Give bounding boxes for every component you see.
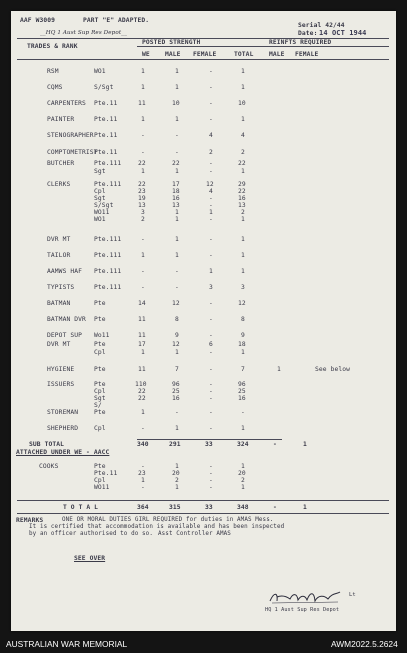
row-we: 17 xyxy=(138,341,146,348)
footer-institution: AUSTRALIAN WAR MEMORIAL xyxy=(6,639,128,649)
row-male: 22 xyxy=(172,160,180,167)
row-we: 3 xyxy=(141,209,145,216)
row-rank: Cpl xyxy=(94,349,106,356)
row-rank: Pte.11 xyxy=(94,149,118,156)
row-male: 96 xyxy=(172,381,180,388)
total-total: 348 xyxy=(237,504,249,511)
subtotal-reinfts-female: 1 xyxy=(303,441,307,448)
row-total: 1 xyxy=(241,349,245,356)
row-female: 3 xyxy=(209,284,213,291)
subtotal-total: 324 xyxy=(237,441,249,448)
row-total: 1 xyxy=(241,268,245,275)
row-female: - xyxy=(209,84,213,91)
column-header-reinfts-male: MALE xyxy=(269,51,285,58)
row-we: 19 xyxy=(138,195,146,202)
row-male: - xyxy=(175,132,179,139)
signature-suffix: Lt xyxy=(349,592,356,598)
row-we: 13 xyxy=(138,202,146,209)
subtotal-top-rule xyxy=(137,439,282,440)
row-rank: WO1 xyxy=(94,216,106,223)
row-male: 12 xyxy=(172,300,180,307)
row-rank: Pte.111 xyxy=(94,268,122,275)
column-group-reinfts: REINFTS REQUIRED xyxy=(269,39,332,46)
row-female: 1 xyxy=(209,268,213,275)
row-we: 1 xyxy=(141,252,145,259)
header-mid-rule xyxy=(137,46,389,47)
row-total: 1 xyxy=(241,68,245,75)
row-we: - xyxy=(141,268,145,275)
row-male: - xyxy=(175,409,179,416)
cook-we: 1 xyxy=(141,477,145,484)
row-female: 12 xyxy=(206,181,214,188)
row-we: 22 xyxy=(138,181,146,188)
row-male: 1 xyxy=(175,252,179,259)
subtotal-female: 33 xyxy=(205,441,213,448)
row-total: 1 xyxy=(241,236,245,243)
cook-we: - xyxy=(141,484,145,491)
column-group-posted: POSTED STRENGTH xyxy=(142,39,201,46)
row-we: - xyxy=(141,425,145,432)
unit-name: __HQ 1 Aust Sup Res Depot__ xyxy=(40,30,127,36)
row-female: - xyxy=(209,381,213,388)
row-male: 9 xyxy=(175,332,179,339)
row-female: - xyxy=(209,349,213,356)
row-female: - xyxy=(209,252,213,259)
row-male: 17 xyxy=(172,181,180,188)
row-we: 110 xyxy=(135,381,147,388)
column-header-male: MALE xyxy=(165,51,181,58)
row-rank: WO11 xyxy=(94,209,110,216)
row-rank: Pte xyxy=(94,316,106,323)
remarks-line-2: It is certified that accommodation is available and has been inspected xyxy=(29,524,285,530)
row-trade: BATMAN DVR xyxy=(47,316,86,323)
row-rank: Pte.111 xyxy=(94,252,122,259)
cook-male: 1 xyxy=(175,463,179,470)
row-we: 11 xyxy=(138,100,146,107)
row-male: 1 xyxy=(175,116,179,123)
row-rank: Pte.111 xyxy=(94,160,122,167)
row-male: - xyxy=(175,268,179,275)
row-rank: Pte xyxy=(94,366,106,373)
row-male: 12 xyxy=(172,341,180,348)
cook-rank: Pte xyxy=(94,463,106,470)
remarks-line-1: ONE OR MORAL DUTIES GIRL REQUIRED for duties in AMAS Mess. xyxy=(62,517,274,523)
remarks-label: REMARKS xyxy=(16,517,44,524)
serial-number: Serial 42/44 xyxy=(298,22,345,29)
row-total: 96 xyxy=(238,381,246,388)
row-total: 18 xyxy=(238,341,246,348)
row-total: 1 xyxy=(241,216,245,223)
row-male: 1 xyxy=(175,216,179,223)
row-male: 1 xyxy=(175,425,179,432)
row-female: 4 xyxy=(209,188,213,195)
row-male: 1 xyxy=(175,209,179,216)
row-total: 2 xyxy=(241,149,245,156)
form-part: PART "E" ADAPTED. xyxy=(83,17,150,24)
row-female: 4 xyxy=(209,132,213,139)
row-rank: Pte xyxy=(94,409,106,416)
row-trade: CQMS xyxy=(47,84,63,91)
cook-total: 1 xyxy=(241,484,245,491)
row-male: - xyxy=(175,284,179,291)
row-female: - xyxy=(209,168,213,175)
total-male: 315 xyxy=(169,504,181,511)
total-bottom-rule xyxy=(17,513,389,514)
row-male: 16 xyxy=(172,195,180,202)
row-rank: Pte.11 xyxy=(94,116,118,123)
row-rank: Pte xyxy=(94,341,106,348)
row-rank: Pte xyxy=(94,300,106,307)
row-we: 1 xyxy=(141,84,145,91)
row-total: 1 xyxy=(241,425,245,432)
row-rank: Sgt xyxy=(94,395,106,402)
row-we: 1 xyxy=(141,68,145,75)
cook-total: 20 xyxy=(238,470,246,477)
row-trade: HYGIENE xyxy=(47,366,75,373)
row-trade: SHEPHERD xyxy=(47,425,79,432)
row-female: 2 xyxy=(209,149,213,156)
row-total: 16 xyxy=(238,395,246,402)
row-we: - xyxy=(141,132,145,139)
row-rank: S/ xyxy=(94,402,102,409)
row-female: - xyxy=(209,116,213,123)
cook-female: - xyxy=(209,463,213,470)
row-we: - xyxy=(141,236,145,243)
row-trade: CLERKS xyxy=(47,181,71,188)
row-male: 13 xyxy=(172,202,180,209)
date-stamp: 14 OCT 1944 xyxy=(319,29,367,37)
total-female: 33 xyxy=(205,504,213,511)
row-rank: WO1 xyxy=(94,68,106,75)
row-male: 1 xyxy=(175,168,179,175)
column-header-total: TOTAL xyxy=(234,51,254,58)
row-rank: Pte.111 xyxy=(94,236,122,243)
form-reference: AAF W3009 xyxy=(20,17,56,24)
row-we: 1 xyxy=(141,116,145,123)
row-total: 13 xyxy=(238,202,246,209)
row-rank: S/Sgt xyxy=(94,84,114,91)
row-male: 25 xyxy=(172,388,180,395)
cook-rank: Pte.11 xyxy=(94,470,118,477)
cook-female: - xyxy=(209,477,213,484)
cook-male: 1 xyxy=(175,484,179,491)
header-top-rule xyxy=(17,38,389,39)
row-male: 8 xyxy=(175,316,179,323)
row-total: 10 xyxy=(238,100,246,107)
row-rank: Sgt xyxy=(94,195,106,202)
row-male: - xyxy=(175,149,179,156)
row-male: 18 xyxy=(172,188,180,195)
row-female: - xyxy=(209,100,213,107)
row-trade: BATMAN xyxy=(47,300,71,307)
document-page xyxy=(11,11,396,631)
row-rank: Sgt xyxy=(94,168,106,175)
cook-total: 1 xyxy=(241,463,245,470)
total-label: T O T A L xyxy=(63,504,99,511)
row-female: - xyxy=(209,236,213,243)
subtotal-label: SUB TOTAL xyxy=(29,441,65,448)
row-we: 11 xyxy=(138,366,146,373)
row-trade: RSM xyxy=(47,68,59,75)
row-we: 11 xyxy=(138,316,146,323)
column-header-reinfts-female: FEMALE xyxy=(295,51,319,58)
cook-total: 2 xyxy=(241,477,245,484)
row-total: 2 xyxy=(241,209,245,216)
row-female: - xyxy=(209,216,213,223)
row-r-female: See below xyxy=(315,366,351,373)
row-female: - xyxy=(209,425,213,432)
row-male: 1 xyxy=(175,84,179,91)
row-total: 25 xyxy=(238,388,246,395)
row-trade: STENOGRAPHER xyxy=(47,132,94,139)
row-trade: ISSUERS xyxy=(47,381,75,388)
row-we: 1 xyxy=(141,409,145,416)
row-male: 7 xyxy=(175,366,179,373)
row-trade: BUTCHER xyxy=(47,160,75,167)
row-male: 1 xyxy=(175,349,179,356)
row-rank: Pte.11 xyxy=(94,100,118,107)
row-total: 8 xyxy=(241,316,245,323)
row-total: 12 xyxy=(238,300,246,307)
row-female: - xyxy=(209,195,213,202)
subtotal-reinfts-male: - xyxy=(273,441,277,448)
row-total: 29 xyxy=(238,181,246,188)
row-trade: DVR MT xyxy=(47,341,71,348)
row-rank: Wo11 xyxy=(94,332,110,339)
subtotal-male: 291 xyxy=(169,441,181,448)
cook-rank: WO11 xyxy=(94,484,110,491)
row-we: 1 xyxy=(141,168,145,175)
remarks-line-3: by an officer authorised to do so. xyxy=(29,531,153,537)
row-we: 1 xyxy=(141,349,145,356)
cook-trade: COOKS xyxy=(39,463,59,470)
cook-female: - xyxy=(209,470,213,477)
cook-we: - xyxy=(141,463,145,470)
row-trade: PAINTER xyxy=(47,116,75,123)
footer-accession: AWM2022.5.2624 xyxy=(331,639,398,649)
row-trade: STOREMAN xyxy=(47,409,79,416)
attached-label: ATTACHED UNDER WE - AACC xyxy=(16,449,110,456)
row-trade: TAILOR xyxy=(47,252,71,259)
row-we: 14 xyxy=(138,300,146,307)
row-total: 3 xyxy=(241,284,245,291)
row-female: - xyxy=(209,409,213,416)
row-trade: DEPOT SUP xyxy=(47,332,83,339)
row-female: - xyxy=(209,366,213,373)
row-trade: COMPTOMETRIST xyxy=(47,149,98,156)
row-female: 6 xyxy=(209,341,213,348)
archive-footer xyxy=(0,636,407,653)
date-label: Date: xyxy=(298,30,318,37)
row-female: - xyxy=(209,316,213,323)
row-we: - xyxy=(141,284,145,291)
row-total: 9 xyxy=(241,332,245,339)
row-female: - xyxy=(209,388,213,395)
row-male: 16 xyxy=(172,395,180,402)
row-female: - xyxy=(209,202,213,209)
header-bottom-rule xyxy=(17,59,389,60)
row-female: - xyxy=(209,395,213,402)
total-top-rule xyxy=(17,500,389,501)
row-female: - xyxy=(209,300,213,307)
row-rank: Cpl xyxy=(94,188,106,195)
row-trade: CARPENTERS xyxy=(47,100,86,107)
row-total: 22 xyxy=(238,188,246,195)
total-reinfts-male: - xyxy=(273,504,277,511)
subtotal-we: 340 xyxy=(137,441,149,448)
row-male: 10 xyxy=(172,100,180,107)
total-we: 364 xyxy=(137,504,149,511)
row-female: - xyxy=(209,160,213,167)
cook-female: - xyxy=(209,484,213,491)
row-rank: Pte.11 xyxy=(94,132,118,139)
row-total: 4 xyxy=(241,132,245,139)
signature-block: HQ 1 Aust Sup Res Depot xyxy=(265,607,340,613)
row-total: 1 xyxy=(241,116,245,123)
column-header-trades: TRADES & RANK xyxy=(27,43,78,50)
row-we: 2 xyxy=(141,216,145,223)
row-rank: S/Sgt xyxy=(94,202,114,209)
row-we: 22 xyxy=(138,388,146,395)
row-total: 1 xyxy=(241,252,245,259)
row-trade: DVR MT xyxy=(47,236,71,243)
row-total: 1 xyxy=(241,84,245,91)
row-rank: Pte.111 xyxy=(94,181,122,188)
cook-rank: Cpl xyxy=(94,477,106,484)
row-rank: Cpl xyxy=(94,388,106,395)
row-trade: AAMWS HAF xyxy=(47,268,83,275)
cook-male: 2 xyxy=(175,477,179,484)
row-trade: TYPISTS xyxy=(47,284,75,291)
row-rank: Pte.111 xyxy=(94,284,122,291)
total-reinfts-female: 1 xyxy=(303,504,307,511)
row-total: 22 xyxy=(238,160,246,167)
row-male: 1 xyxy=(175,236,179,243)
row-rank: Pte xyxy=(94,381,106,388)
row-female: - xyxy=(209,332,213,339)
row-total: 1 xyxy=(241,168,245,175)
row-female: 1 xyxy=(209,209,213,216)
row-we: 23 xyxy=(138,188,146,195)
row-male: 1 xyxy=(175,68,179,75)
row-female: - xyxy=(209,68,213,75)
cook-we: 23 xyxy=(138,470,146,477)
row-r-male: 1 xyxy=(277,366,281,373)
see-over-note: SEE OVER xyxy=(74,555,106,562)
row-we: 22 xyxy=(138,395,146,402)
cook-male: 20 xyxy=(172,470,180,477)
row-we: 22 xyxy=(138,160,146,167)
column-header-female: FEMALE xyxy=(193,51,217,58)
row-total: 7 xyxy=(241,366,245,373)
row-we: - xyxy=(141,149,145,156)
row-total: - xyxy=(241,409,245,416)
row-total: 16 xyxy=(238,195,246,202)
column-header-we: WE xyxy=(142,51,150,58)
row-we: 11 xyxy=(138,332,146,339)
row-rank: Cpl xyxy=(94,425,106,432)
remarks-line-3-signoff: Asst Controller AMAS xyxy=(158,531,231,537)
